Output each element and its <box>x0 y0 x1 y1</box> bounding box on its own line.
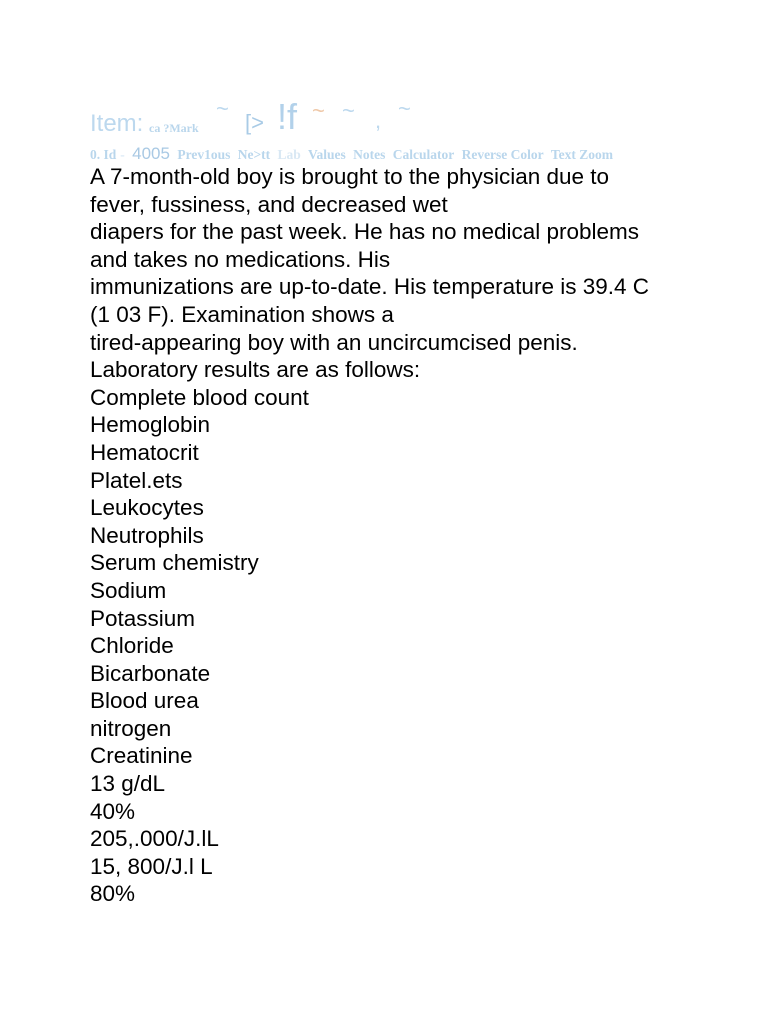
question-line: (1 03 F). Examination shows a <box>90 301 394 327</box>
lab-value: 13 g/dL <box>90 771 166 797</box>
lab-test-name: Platel.ets <box>90 467 183 493</box>
lab-value: 15, 800/J.l L <box>90 853 213 879</box>
separator: - <box>120 147 125 162</box>
lab-test-name: Neutrophils <box>90 522 204 548</box>
question-id: 4005 <box>132 144 170 163</box>
notes-icon[interactable]: ~ <box>342 98 355 123</box>
question-line: tired-appearing boy with an uncircumcised penis. <box>90 329 578 355</box>
lab-label[interactable]: Lab <box>277 147 301 162</box>
lab-test-name: Creatinine <box>90 743 193 769</box>
lab-test-name: Bicarbonate <box>90 660 211 686</box>
mark-button[interactable]: ca ?Mark <box>149 121 199 135</box>
next-button[interactable]: Ne>tt <box>237 147 271 162</box>
lab-test-name: Blood urea <box>90 688 199 714</box>
reverse-color-button[interactable]: Reverse Color <box>461 147 544 162</box>
lab-section-heading: Complete blood count <box>90 384 309 410</box>
text-zoom-button[interactable]: Text Zoom <box>550 147 613 162</box>
question-line: diapers for the past week. He has no medical problems <box>90 219 640 245</box>
previous-button[interactable]: Prev1ous <box>177 147 231 162</box>
lab-test-name: nitrogen <box>90 715 172 741</box>
question-line: immunizations are up-to-date. His temperature is 39.4 C <box>90 274 649 300</box>
toolbar-tilde-icon: ~ <box>216 96 229 121</box>
lab-test-name: Sodium <box>90 577 167 603</box>
toolbar-labels <box>90 144 690 164</box>
next-arrow-icon[interactable]: !f <box>277 96 298 137</box>
question-prefix: 0. Id <box>90 147 117 162</box>
calculator-button[interactable]: Calculator <box>392 147 455 162</box>
lab-value: 40% <box>90 798 136 824</box>
item-label: Item: <box>90 110 144 137</box>
lab-value: 80% <box>90 881 136 907</box>
lab-section-heading: Serum chemistry <box>90 550 259 576</box>
question-text <box>90 163 730 908</box>
calculator-icon[interactable]: , <box>375 108 382 133</box>
question-line: A 7-month-old boy is brought to the physician due to <box>90 164 610 189</box>
question-line: Laboratory results are as follows: <box>90 357 421 383</box>
exam-toolbar <box>90 96 690 140</box>
lab-test-name: Potassium <box>90 605 196 631</box>
lab-value: 205,.000/J.lL <box>90 826 219 852</box>
lab-values-button[interactable]: Values <box>307 147 346 162</box>
text-zoom-icon[interactable]: ~ <box>398 96 411 121</box>
previous-arrow-icon[interactable]: [> <box>245 110 264 135</box>
question-line: and takes no medications. His <box>90 246 391 272</box>
lab-test-name: Chloride <box>90 633 174 659</box>
lab-values-icon[interactable]: ~ <box>312 98 325 123</box>
notes-button[interactable]: Notes <box>353 147 386 162</box>
lab-test-name: Leukocytes <box>90 495 204 521</box>
lab-test-name: Hematocrit <box>90 439 199 465</box>
question-line: fever, fussiness, and decreased wet <box>90 191 448 217</box>
lab-test-name: Hemoglobin <box>90 412 211 438</box>
